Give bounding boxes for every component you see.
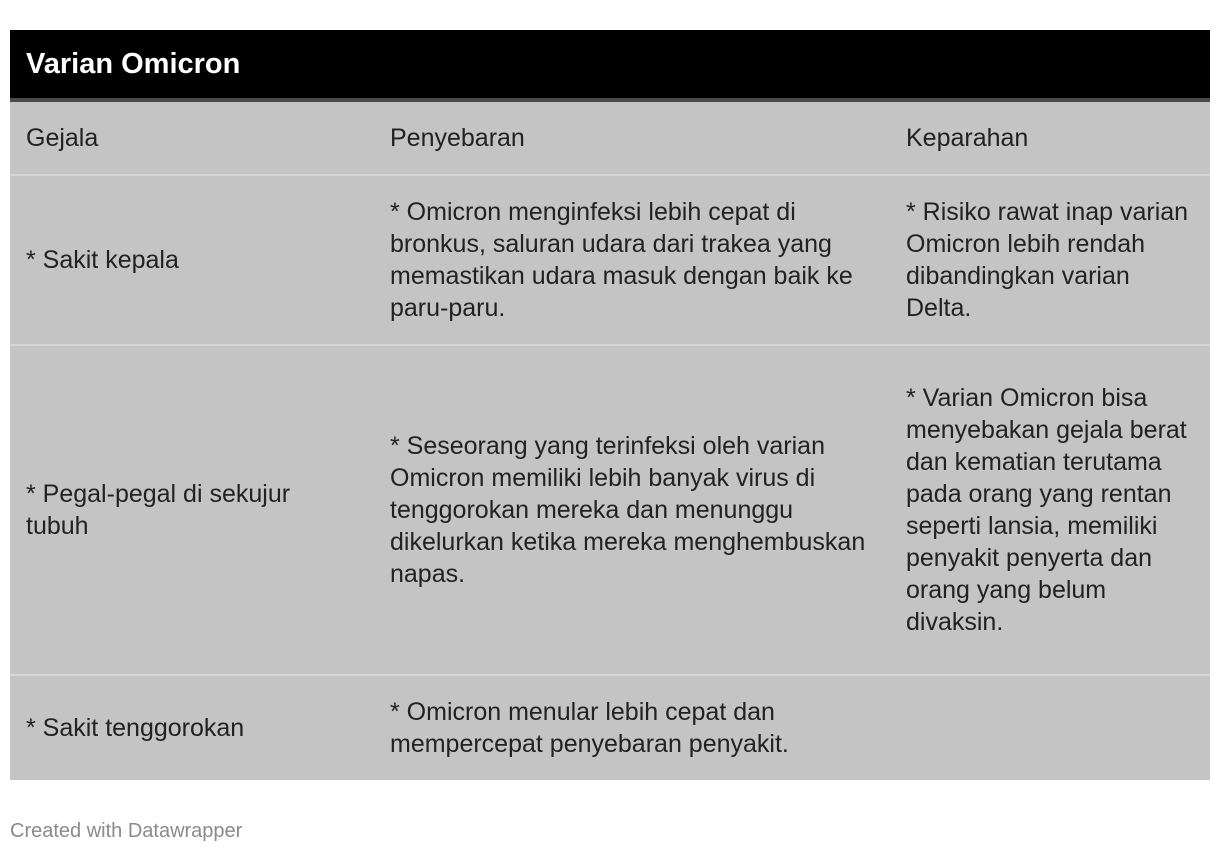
column-header-penyebaran: Penyebaran xyxy=(374,102,890,175)
column-header-keparahan: Keparahan xyxy=(890,102,1210,175)
table-cell: * Omicron menular lebih cepat dan mempercepat penyebaran penyakit. xyxy=(390,698,789,758)
header-row xyxy=(10,102,1210,175)
column-header-gejala: Gejala xyxy=(10,102,374,175)
table-cell: * Varian Omicron bisa menyebakan gejala berat dan kematian terutama pada orang yang rentan seperti lansia, memiliki penyakit penyerta dan orang yang belum divaksin. xyxy=(890,345,1210,675)
datawrapper-table xyxy=(10,30,1210,780)
table-row xyxy=(10,675,1210,780)
table-row xyxy=(10,345,1210,675)
table-cell: * Pegal-pegal di sekujur tubuh xyxy=(10,345,374,675)
data-table xyxy=(10,102,1210,780)
table-cell: * Sakit tenggorokan xyxy=(26,714,245,742)
table-row xyxy=(10,175,1210,345)
footer-credit: Created with Datawrapper xyxy=(10,820,243,842)
table-cell: * Omicron menginfeksi lebih cepat di bronkus, saluran udara dari trakea yang memastikan udara masuk dengan baik ke paru-paru. xyxy=(374,175,890,345)
table-cell: * Risiko rawat inap varian Omicron lebih rendah dibandingkan varian Delta. xyxy=(890,175,1210,345)
table-title: Varian Omicron xyxy=(10,30,1210,102)
table-cell: * Sakit kepala xyxy=(10,175,374,345)
table-cell xyxy=(890,675,1210,780)
table-cell: * Seseorang yang terinfeksi oleh varian Omicron memiliki lebih banyak virus di tenggorokan mereka dan menunggu dikelurkan ketika mereka menghembuskan napas. xyxy=(374,345,890,675)
